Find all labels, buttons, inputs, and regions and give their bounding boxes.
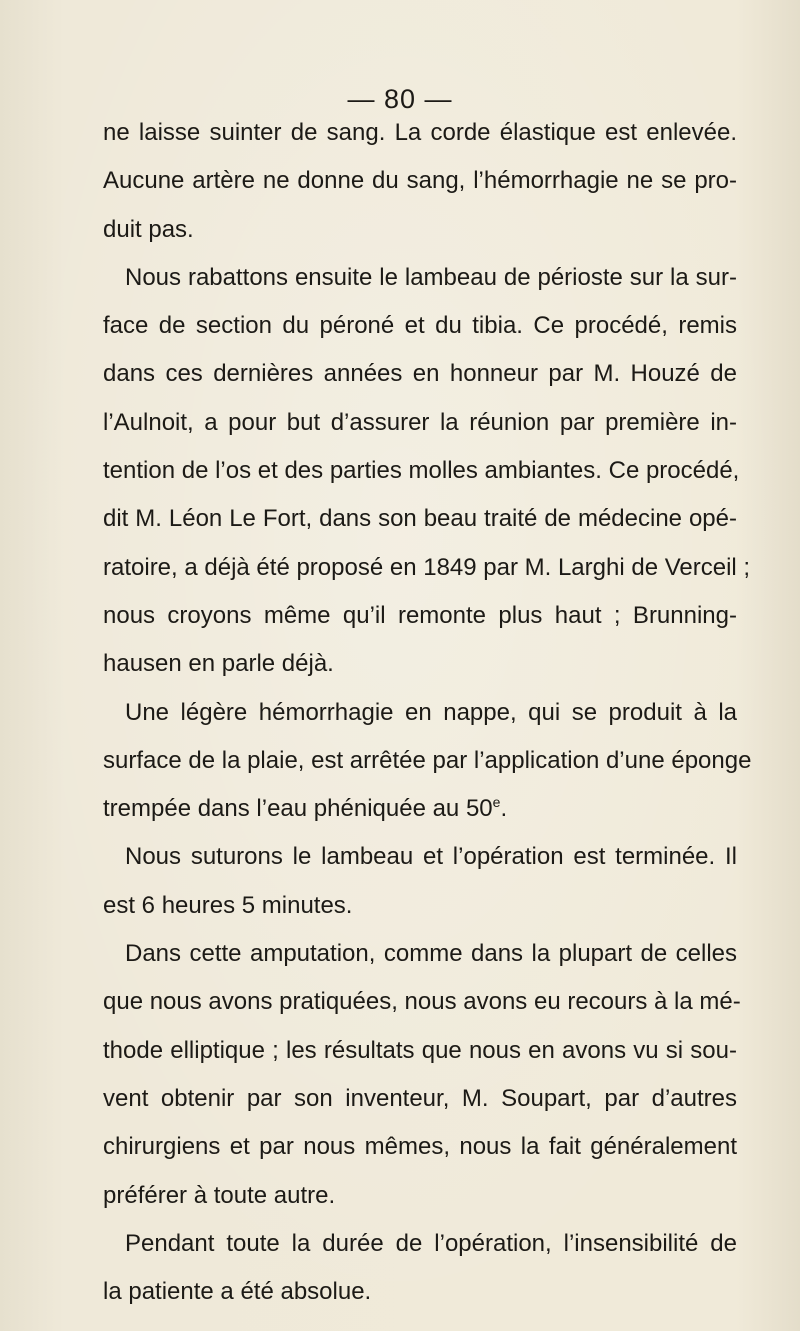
text-line: que nous avons pratiquées, nous avons eu recours à la mé- [103,988,741,1016]
text-line: la patiente a été absolue. [103,1278,372,1306]
text-line: surface de la plaie, est arrêtée par l’application d’une éponge [103,746,752,774]
text-line: duit pas. [103,215,194,243]
text-line: préférer à toute autre. [103,1181,336,1209]
text-line: Dans cette amputation, comme dans la plupart de celles [125,940,737,968]
text-line-with-superscript [103,785,737,833]
text-line: Nous suturons le lambeau et l’opération est terminée. Il [125,843,737,871]
text-line: l’Aulnoit, a pour but d’assurer la réunion par première in- [103,408,737,436]
text-line: hausen en parle déjà. [103,650,334,678]
ordinal-superscript: e [492,794,501,811]
text-line: Nous rabattons ensuite le lambeau de périoste sur la sur- [125,263,737,291]
text-line-main: trempée dans l’eau phéniquée au 50 [103,795,493,823]
body-text [103,109,752,1316]
text-line: vent obtenir par son inventeur, M. Soupart, par d’autres [103,1084,737,1112]
text-line: Une légère hémorrhagie en nappe, qui se produit à la [125,698,737,726]
text-line: dans ces dernières années en honneur par M. Houzé de [103,360,737,388]
text-line: face de section du péroné et du tibia. Ce procédé, remis [103,312,737,340]
text-line: dit M. Léon Le Fort, dans son beau traité de médecine opé- [103,505,737,533]
text-line: ratoire, a déjà été proposé en 1849 par M. Larghi de Verceil ; [103,553,751,581]
text-line: ne laisse suinter de sang. La corde élastique est enlevée. [103,119,737,146]
page-number: — 80 — [347,84,453,114]
text-line: Pendant toute la durée de l’opération, l’insensibilité de [125,1229,737,1257]
text-line: Aucune artère ne donne du sang, l’hémorrhagie ne se pro- [103,167,737,195]
text-line: est 6 heures 5 minutes. [103,891,353,919]
text-line-period: . [500,795,508,823]
text-line: nous croyons même qu’il remonte plus haut ; Brunning- [103,601,737,629]
text-line: tention de l’os et des parties molles ambiantes. Ce procédé, [103,457,740,485]
text-line: thode elliptique ; les résultats que nous en avons vu si sou- [103,1036,737,1064]
text-line: chirurgiens et par nous mêmes, nous la fait généralement [103,1133,737,1161]
